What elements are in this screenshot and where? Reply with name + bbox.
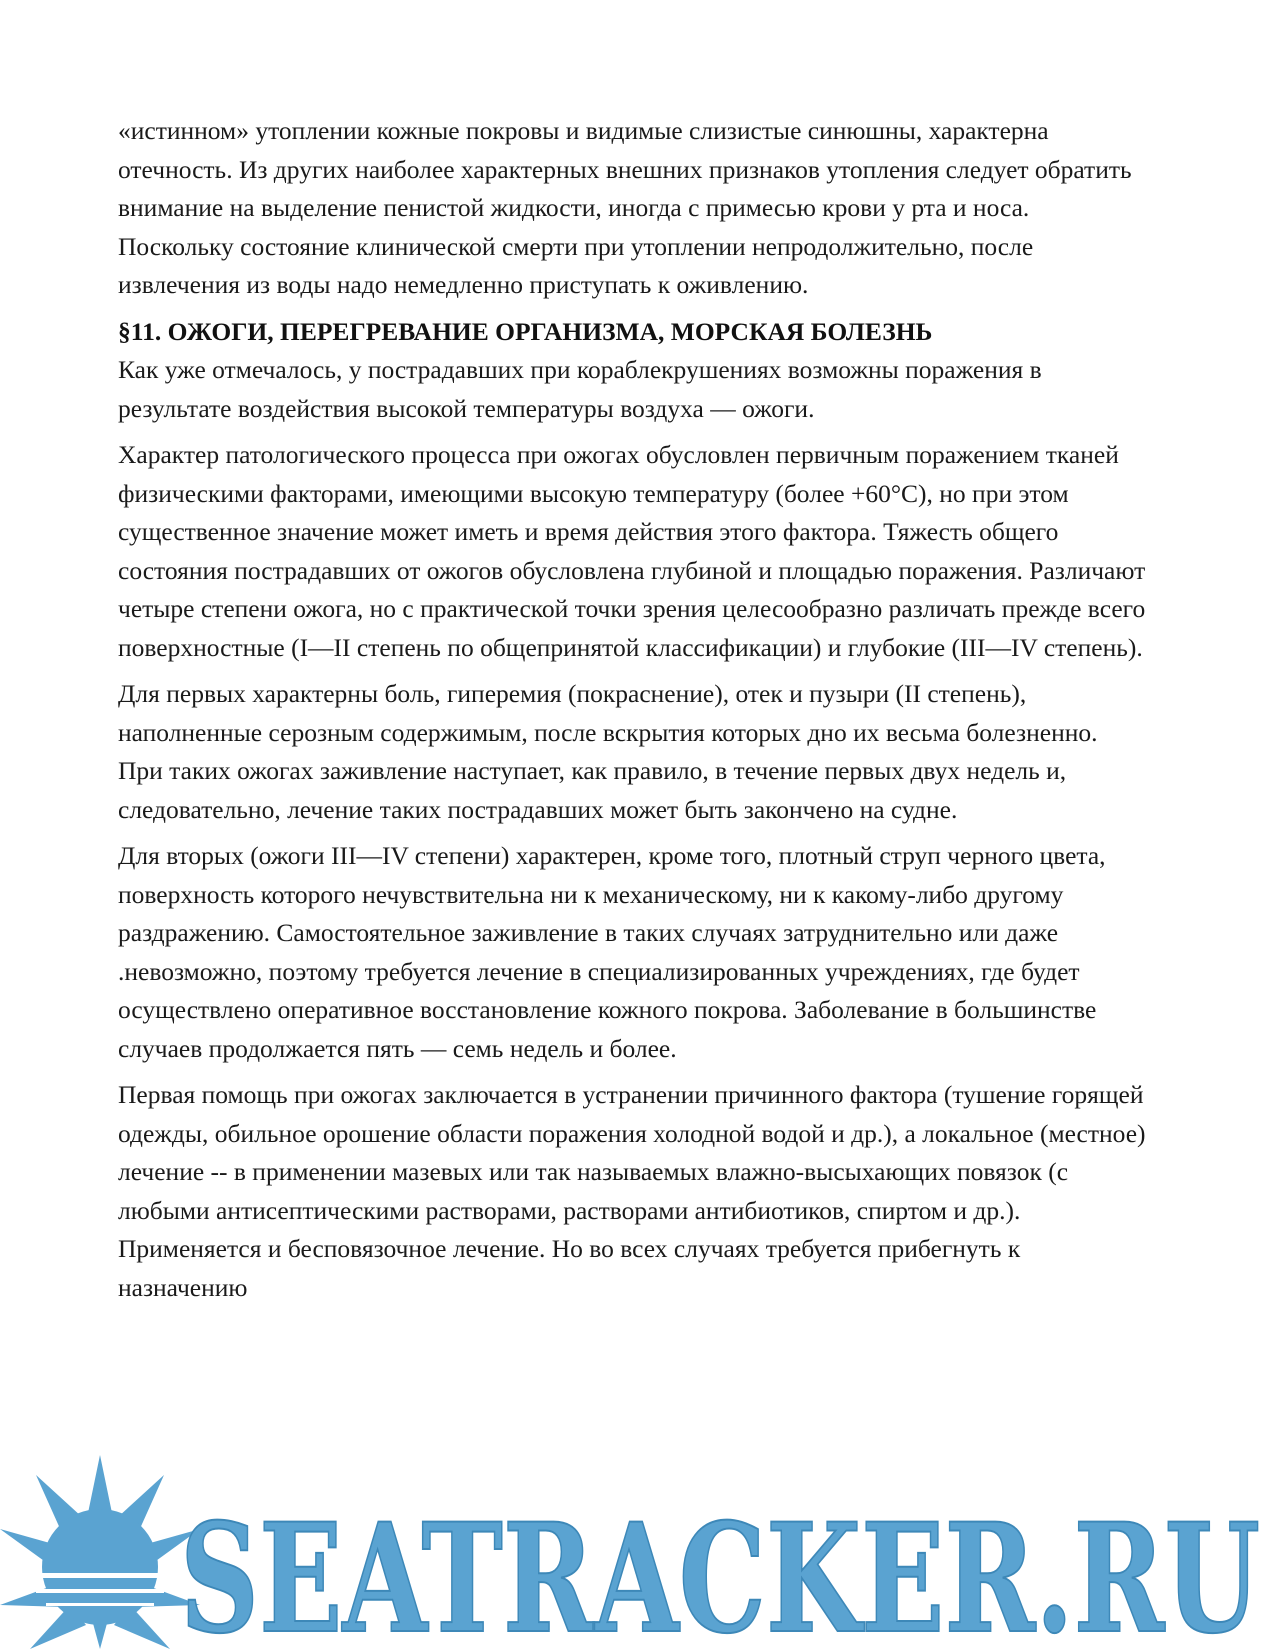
paragraph-first-aid: Первая помощь при ожогах заключается в устранении причинного фактора (тушение горящей одежды, обильное орошение области поражения холодной водой и др.), а локальное (местное) лечение -- в применении мазевых или так называемых влажно-высыхающих повязок (с любыми антисептическими растворами, растворами антибиотиков, спиртом и др.). Применяется и бесповязочное лечение. Но во всех случаях требуется прибегнуть к назначению [118,1080,1146,1302]
section-heading: §11. ОЖОГИ, ПЕРЕГРЕВАНИЕ ОРГАНИЗМА, МОРСКАЯ БОЛЕЗНЬ [118,316,933,346]
document-page [118,112,1148,1315]
paragraph-drowning-signs: «истинном» утоплении кожные покровы и видимые слизистые синюшны, характерна отечность. Из других наиболее характерных внешних признаков утопления следует обратить внимание на выделение пенистой жидкости, иногда с примесью крови у рта и носа. Поскольку состояние клинической смерти при утоплении непродолжительно, после извлечения из воды надо немедленно приступать к оживлению. [118,116,1132,299]
sun-icon [0,1455,200,1649]
watermark-text: SEATRACKER.RU [180,1491,1260,1649]
paragraph-superficial-burns: Для первых характерны боль, гиперемия (покраснение), отек и пузыри (II степень), наполненные серозным содержимым, после вскрытия которых дно их весьма болезненно. При таких ожогах заживление наступает, как правило, в течение первых двух недель и, следовательно, лечение таких пострадавших может быть закончено на судне. [118,679,1098,824]
watermark-graphic [0,1455,1274,1649]
paragraph-burns-intro: Как уже отмечалось, у пострадавших при кораблекрушениях возможны поражения в результате воздействия высокой температуры воздуха — ожоги. [118,355,1042,423]
paragraph-burns-pathology: Характер патологического процесса при ожогах обусловлен первичным поражением тканей физическими факторами, имеющими высокую температуру (более +60°C), но при этом существенное значение может иметь и время действия этого фактора. Тяжесть общего состояния пострадавших от ожогов обусловлена глубиной и площадью поражения. Различают четыре степени ожога, но с практической точки зрения целесообразно различать прежде всего поверхностные (I—II степень по общепринятой классификации) и глубокие (III—IV степень). [118,440,1146,662]
paragraph-deep-burns: Для вторых (ожоги III—IV степени) характерен, кроме того, плотный струп черного цвета, поверхность которого нечувствительна ни к механическому, ни к какому-либо другому раздражению. Самостоятельное заживление в таких случаях затруднительно или даже .невозможно, поэтому требуется лечение в специализированных учреждениях, где будет осуществлено оперативное восстановление кожного покрова. Заболевание в большинстве случаев продолжается пять — семь недель и более. [118,841,1106,1063]
watermark [0,1455,1274,1649]
